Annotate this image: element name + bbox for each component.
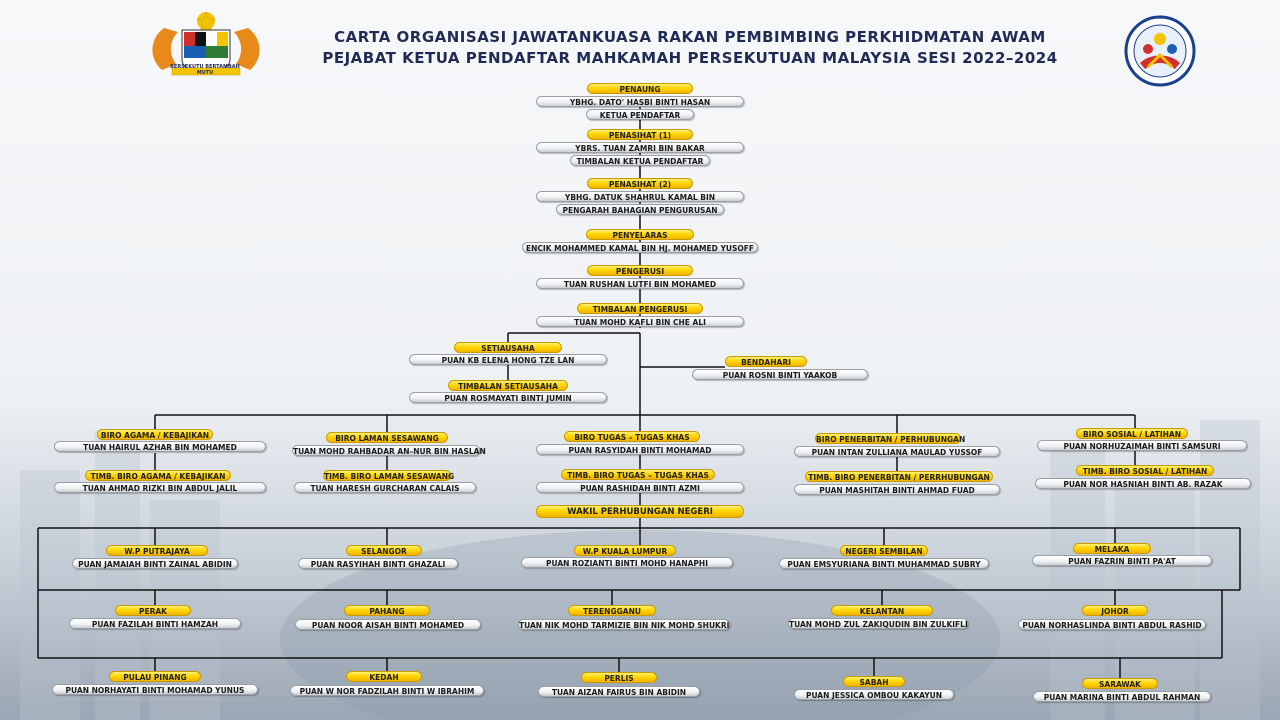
timb-biro-laman-sesawang-role: TIMB. BIRO LAMAN SESAWANG (324, 472, 455, 481)
rakan-pembimbing-logo-icon (1120, 15, 1200, 90)
state-pahang-name: PUAN NOOR AISAH BINTI MOHAMED (295, 619, 481, 630)
biro-sosial-name: PUAN NORHUZAIMAH BINTI SAMSURI (1037, 440, 1247, 451)
state-kuala-lumpur-name: PUAN ROZIANTI BINTI MOHD HANAPHI (521, 557, 733, 568)
biro-agama-name: TUAN HAIRUL AZHAR BIN MOHAMED (54, 441, 266, 452)
penaung-post: KETUA PENDAFTAR (586, 109, 694, 120)
bendahari-name: PUAN ROSNI BINTI YAAKOB (692, 369, 868, 380)
biro-laman-sesawang-name: TUAN MOHD RAHBADAR AN–NUR BIN HASLAN (293, 447, 486, 456)
state-kelantan-name: TUAN MOHD ZUL ZAKIQUDIN BIN ZULKIFLI (789, 620, 968, 629)
state-melaka-name: PUAN FAZRIN BINTI PA'AT (1032, 555, 1212, 566)
crest-motto: BERSEKUTU BERTAMBAH MUTU (170, 64, 240, 76)
penaung-role: PENAUNG (587, 83, 693, 94)
state-terengganu-name: TUAN NIK MOHD TARMIZIE BIN NIK MOHD SHUKRI (519, 621, 730, 630)
penyelaras-role: PENYELARAS (586, 229, 694, 240)
title-line-1: CARTA ORGANISASI JAWATANKUASA RAKAN PEMBIMBING PERKHIDMATAN AWAM (334, 28, 1046, 46)
state-sarawak-role: SARAWAK (1082, 678, 1158, 689)
penasihat-2-name: YBHG. DATUK SHAHRUL KAMAL BIN (536, 191, 744, 202)
state-putrajaya-name: PUAN JAMAIAH BINTI ZAINAL ABIDIN (72, 558, 238, 569)
timb-biro-laman-sesawang-name: TUAN HARESH GURCHARAN CALAIS (294, 482, 476, 493)
timb-biro-penerbitan-name: PUAN MASHITAH BINTI AHMAD FUAD (794, 484, 1000, 495)
biro-laman-sesawang-role: BIRO LAMAN SESAWANG (326, 432, 448, 443)
biro-penerbitan-role: BIRO PENERBITAN / PERHUBUNGAN (816, 435, 966, 444)
timbalan-pengerusi-role: TIMBALAN PENGERUSI (577, 303, 703, 314)
state-johor-role: JOHOR (1082, 605, 1148, 616)
state-johor-name: PUAN NORHASLINDA BINTI ABDUL RASHID (1018, 619, 1206, 630)
state-sarawak-name: PUAN MARINA BINTI ABDUL RAHMAN (1033, 691, 1211, 702)
state-perlis-role: PERLIS (581, 672, 657, 683)
state-kuala-lumpur-role: W.P KUALA LUMPUR (574, 545, 676, 556)
penasihat-2-role: PENASIHAT (2) (587, 178, 693, 189)
state-pahang-role: PAHANG (344, 605, 430, 616)
wakil-perhubungan-negeri-role: WAKIL PERHUBUNGAN NEGERI (536, 505, 744, 518)
timb-biro-agama-role: TIMB. BIRO AGAMA / KEBAJIKAN (85, 470, 231, 481)
title-line-2: PEJABAT KETUA PENDAFTAR MAHKAMAH PERSEKUTUAN MALAYSIA SESI 2022–2024 (322, 49, 1058, 67)
setiausaha-name: PUAN KB ELENA HONG TZE LAN (409, 354, 607, 365)
biro-tugas-khas-role: BIRO TUGAS – TUGAS KHAS (564, 431, 700, 442)
state-sabah-name: PUAN JESSICA OMBOU KAKAYUN (794, 689, 954, 700)
penasihat-1-post: TIMBALAN KETUA PENDAFTAR (570, 155, 710, 166)
state-negeri-sembilan-role: NEGERI SEMBILAN (840, 545, 928, 556)
state-pulau-pinang-role: PULAU PINANG (109, 671, 201, 682)
state-selangor-name: PUAN RASYIHAH BINTI GHAZALI (298, 558, 458, 569)
timbalan-setiausaha-role: TIMBALAN SETIAUSAHA (448, 380, 568, 391)
biro-sosial-role: BIRO SOSIAL / LATIHAN (1076, 428, 1188, 439)
state-perak-role: PERAK (115, 605, 191, 616)
timb-biro-sosial-role: TIMB. BIRO SOSIAL / LATIHAN (1076, 465, 1214, 476)
state-kelantan-role: KELANTAN (831, 605, 933, 616)
biro-tugas-khas-name: PUAN RASYIDAH BINTI MOHAMAD (536, 444, 744, 455)
state-melaka-role: MELAKA (1073, 543, 1151, 554)
state-terengganu-role: TERENGGANU (568, 605, 656, 616)
timbalan-pengerusi-name: TUAN MOHD KAFLI BIN CHE ALI (536, 316, 744, 327)
penasihat-1-name: YBRS. TUAN ZAMRI BIN BAKAR (536, 142, 744, 153)
state-kedah-name: PUAN W NOR FADZILAH BINTI W IBRAHIM (290, 685, 484, 696)
state-pulau-pinang-name: PUAN NORHAYATI BINTI MOHAMAD YUNUS (52, 684, 258, 695)
timb-biro-sosial-name: PUAN NOR HASNIAH BINTI AB. RAZAK (1035, 478, 1251, 489)
bendahari-role: BENDAHARI (725, 356, 807, 367)
state-kedah-role: KEDAH (346, 671, 422, 682)
timbalan-setiausaha-name: PUAN ROSMAYATI BINTI JUMIN (409, 392, 607, 403)
timb-biro-tugas-khas-name: PUAN RASHIDAH BINTI AZMI (536, 482, 744, 493)
state-perak-name: PUAN FAZILAH BINTI HAMZAH (69, 618, 241, 629)
state-selangor-role: SELANGOR (346, 545, 422, 556)
timb-biro-agama-name: TUAN AHMAD RIZKI BIN ABDUL JALIL (54, 482, 266, 493)
pengerusi-role: PENGERUSI (587, 265, 693, 276)
state-perlis-name: TUAN AIZAN FAIRUS BIN ABIDIN (538, 686, 700, 697)
penasihat-1-role: PENASIHAT (1) (587, 129, 693, 140)
pengerusi-name: TUAN RUSHAN LUTFI BIN MOHAMED (536, 278, 744, 289)
state-sabah-role: SABAH (843, 676, 905, 687)
penasihat-2-post: PENGARAH BAHAGIAN PENGURUSAN (556, 204, 724, 215)
biro-agama-role: BIRO AGAMA / KEBAJIKAN (97, 429, 213, 440)
penaung-name: YBHG. DATO' HASBI BINTI HASAN (536, 96, 744, 107)
penyelaras-name: ENCIK MOHAMMED KAMAL BIN HJ. MOHAMED YUSOFF (522, 242, 758, 253)
setiausaha-role: SETIAUSAHA (454, 342, 562, 353)
timb-biro-penerbitan-role: TIMB. BIRO PENERBITAN / PERRHUBUNGAN (805, 471, 993, 482)
timb-biro-tugas-khas-role: TIMB. BIRO TUGAS – TUGAS KHAS (561, 469, 715, 480)
state-putrajaya-role: W.P PUTRAJAYA (106, 545, 208, 556)
state-negeri-sembilan-name: PUAN EMSYURIANA BINTI MUHAMMAD SUBRY (779, 558, 989, 569)
biro-penerbitan-name: PUAN INTAN ZULLIANA MAULAD YUSSOF (794, 446, 1000, 457)
